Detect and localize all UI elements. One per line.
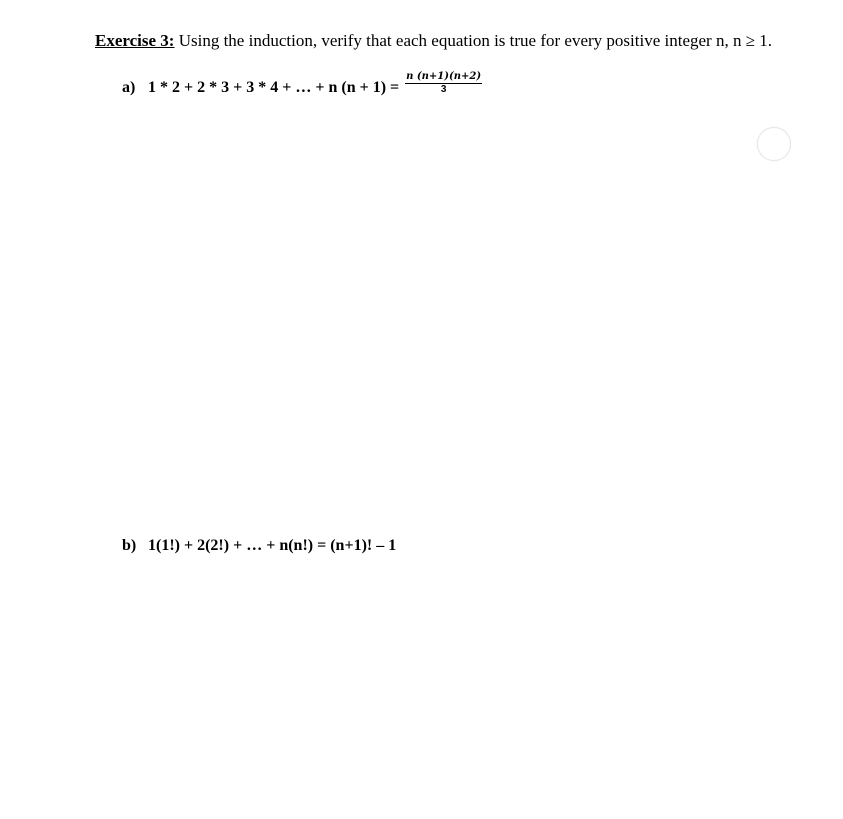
equation-item-a xyxy=(122,71,482,101)
circle-button[interactable] xyxy=(757,127,791,161)
equation-b: 1(1!) + 2(2!) + … + n(n!) = (n+1)! – 1 xyxy=(148,537,397,554)
equation-item-b xyxy=(122,537,396,555)
exercise-label: Exercise 3: xyxy=(95,31,175,50)
item-letter-a: a) xyxy=(122,79,136,97)
item-letter-b: b) xyxy=(122,537,137,554)
exercise-heading xyxy=(95,31,772,51)
fraction-denominator: 3 xyxy=(440,84,447,95)
fraction-numerator: n (n+1)(n+2) xyxy=(406,71,482,82)
equation-a-lhs: 1 * 2 + 2 * 3 + 3 * 4 + … + n (n + 1) = xyxy=(148,79,404,97)
equation-a-fraction xyxy=(405,71,482,96)
exercise-instruction: Using the induction, verify that each equation is true for every positive integer n, n ≥ 1. xyxy=(174,31,773,50)
